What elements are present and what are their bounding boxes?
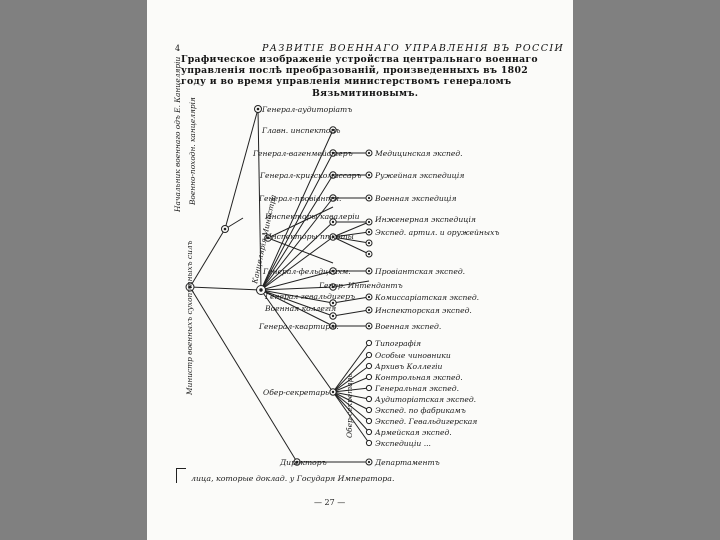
- node-r1: [366, 150, 372, 156]
- node-b9: [366, 429, 371, 434]
- scanned-page: [147, 0, 573, 540]
- label-r4: Экспед. артил. и оружейныхъ: [375, 228, 500, 237]
- node-m10: [330, 313, 336, 319]
- label-b7: Экспед. Гевальдигерская: [375, 417, 478, 426]
- node-b5: [366, 385, 371, 390]
- label-m4: Генерал-провіантм.: [259, 194, 342, 203]
- label-b1: Особые чиновники: [375, 351, 451, 360]
- page-number-bottom: — 27 —: [314, 498, 346, 507]
- org-chart-diagram: [147, 0, 573, 540]
- title-line-1: Графическое изображеніе устройства центральнаго военнаго: [181, 54, 538, 65]
- label-m3: Генерал-кригскомиссаръ: [260, 171, 362, 180]
- node-r7: [366, 251, 372, 257]
- label-b2: Архивъ Коллегіи: [375, 362, 443, 371]
- node-b8: [366, 418, 371, 423]
- node-r5: [366, 229, 372, 235]
- label-r5: Провіантская экспед.: [375, 267, 466, 276]
- node-b4: [366, 374, 371, 379]
- label-m9: Военная коллегія: [265, 304, 337, 313]
- node-b1: [366, 340, 371, 345]
- node-r8: [366, 268, 372, 274]
- title-line-3: году и во время управленія министерствомъ генераломъ: [181, 76, 512, 87]
- label-b6: Экспед. по фабрикамъ: [375, 406, 466, 415]
- title-line-4: Вязьмитиновымъ.: [312, 88, 419, 99]
- node-r4: [366, 219, 372, 225]
- label-final-right: Департаментъ: [375, 458, 440, 467]
- flag-symbol-icon: [176, 468, 186, 483]
- node-b10: [366, 440, 371, 445]
- node-final: [366, 459, 372, 465]
- label-r2: Военная экспедиція: [375, 194, 457, 203]
- node-b3: [366, 363, 371, 368]
- page-number-top: 4: [175, 44, 181, 53]
- label-obersekr: Обер-секретарь: [263, 388, 330, 397]
- label-r1: Ружейная экспедиція: [375, 171, 465, 180]
- node-r10: [366, 307, 372, 313]
- label-b9: Экспедиціи ...: [375, 439, 431, 448]
- label-director: Директоръ: [280, 458, 327, 467]
- label-b4: Генеральная экспед.: [375, 384, 459, 393]
- running-head: РАЗВИТІЕ ВОЕННАГО УПРАВЛЕНІЯ ВЪ РОССІИ: [262, 43, 565, 54]
- node-b6: [366, 396, 371, 401]
- node-chancellery: [222, 226, 229, 233]
- label-chancellery: Канцелярія Министра: [250, 193, 278, 285]
- node-b2: [366, 352, 371, 357]
- label-b5: Аудиторіатская экспед.: [375, 395, 477, 404]
- label-r6: Комиссаріатская экспед.: [375, 293, 480, 302]
- title-line-2: управленія послѣ преобразованій, произведенныхъ въ 1802: [181, 65, 528, 76]
- label-b0: Типографія: [375, 339, 422, 348]
- label-m7: Генерал-фельдцейхм.: [263, 267, 351, 276]
- label-m1: Главн. инспекторъ: [262, 126, 341, 135]
- label-intendant: Генер. Интендантъ: [319, 281, 403, 290]
- label-m2: Генерал-вагенмейстеръ: [253, 149, 353, 158]
- label-r8: Военная экспед.: [375, 322, 442, 331]
- label-r7: Инспекторская экспед.: [375, 306, 472, 315]
- label-m5: Инспекторы кавалеріи: [265, 212, 360, 221]
- footnote: лица, которые доклад. у Государя Императора.: [191, 474, 395, 483]
- node-b7: [366, 407, 371, 412]
- node-r6: [366, 240, 372, 246]
- label-b3: Контрольная экспед.: [375, 373, 463, 382]
- label-m11: Генерал-квартирм.: [259, 322, 339, 331]
- node-auditoriat: [255, 106, 262, 113]
- label-r3: Инженерная экспедиція: [375, 215, 476, 224]
- label-r0: Медицинская экспед.: [375, 149, 463, 158]
- label-b8: Армейская экспед.: [375, 428, 452, 437]
- node-r11: [366, 323, 372, 329]
- node-r9: [366, 294, 372, 300]
- label-top-left-1: Начальник военнаго одъ Е. Канцеляріи: [173, 56, 182, 212]
- label-m0: Генерал-аудиторіатъ: [262, 105, 353, 114]
- node-r3: [366, 195, 372, 201]
- label-m8: Генерал-гевальдигеръ: [265, 292, 356, 301]
- node-obersekr: [330, 389, 336, 395]
- label-top-left-2: Военно-походн. канцелярія: [188, 97, 197, 205]
- node-r2: [366, 172, 372, 178]
- label-root: Министр военныхъ сухопутныхъ силъ: [185, 240, 194, 395]
- label-obersekr-vertical: Обер-секретарь: [345, 373, 354, 438]
- label-m6: Инспекторы пѣхоты: [265, 232, 354, 241]
